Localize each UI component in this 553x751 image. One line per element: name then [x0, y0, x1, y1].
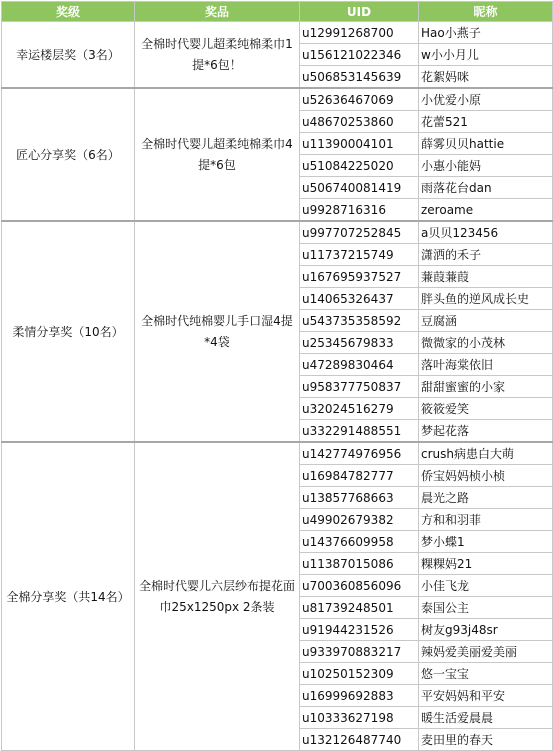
nickname-cell: 粿粿妈21	[419, 553, 553, 575]
table-row	[2, 88, 553, 111]
nickname-cell: 胖头鱼的逆风成长史	[419, 288, 553, 310]
nickname-cell: 辣妈爱美丽爱美丽	[419, 641, 553, 663]
uid-cell: u52636467069	[300, 88, 419, 111]
header-nickname: 昵称	[419, 2, 553, 22]
uid-cell: u700360856096	[300, 575, 419, 597]
header-prize: 奖品	[135, 2, 300, 22]
uid-cell: u9928716316	[300, 199, 419, 222]
nickname-cell: 暖生活爱晨晨	[419, 707, 553, 729]
uid-cell: u48670253860	[300, 111, 419, 133]
nickname-cell: 方和和羽菲	[419, 509, 553, 531]
uid-cell: u81739248501	[300, 597, 419, 619]
nickname-cell: Hao小燕子	[419, 22, 553, 44]
uid-cell: u11737215749	[300, 244, 419, 266]
uid-cell: u506853145639	[300, 66, 419, 89]
uid-cell: u32024516279	[300, 398, 419, 420]
header-level: 奖级	[2, 2, 135, 22]
uid-cell: u25345679833	[300, 332, 419, 354]
nickname-cell: 雨落花台dan	[419, 177, 553, 199]
uid-cell: u506740081419	[300, 177, 419, 199]
nickname-cell: 小佳飞龙	[419, 575, 553, 597]
prize-cell: 全棉时代纯棉婴儿手口湿4提*4袋	[135, 221, 300, 442]
uid-cell: u12991268700	[300, 22, 419, 44]
uid-cell: u997707252845	[300, 221, 419, 244]
award-table	[1, 1, 553, 751]
uid-cell: u91944231526	[300, 619, 419, 641]
header-row	[2, 2, 553, 22]
uid-cell: u156121022346	[300, 44, 419, 66]
uid-cell: u10250152309	[300, 663, 419, 685]
prize-cell: 全棉时代婴儿六层纱布提花面巾25x1250px 2条装	[135, 442, 300, 751]
nickname-cell: 麦田里的春天	[419, 729, 553, 751]
uid-cell: u132126487740	[300, 729, 419, 751]
header-uid: UID	[300, 2, 419, 22]
award-level-cell: 幸运楼层奖（3名）	[2, 22, 135, 89]
uid-cell: u16984782777	[300, 465, 419, 487]
uid-cell: u14376609958	[300, 531, 419, 553]
table-row	[2, 22, 553, 44]
nickname-cell: 平安妈妈和平安	[419, 685, 553, 707]
nickname-cell: 薛雾贝贝hattie	[419, 133, 553, 155]
nickname-cell: 泰国公主	[419, 597, 553, 619]
uid-cell: u16999692883	[300, 685, 419, 707]
uid-cell: u167695937527	[300, 266, 419, 288]
nickname-cell: 蒹葭蒹葭	[419, 266, 553, 288]
nickname-cell: 侨宝妈妈桢小桢	[419, 465, 553, 487]
uid-cell: u933970883217	[300, 641, 419, 663]
nickname-cell: 梦起花落	[419, 420, 553, 443]
uid-cell: u14065326437	[300, 288, 419, 310]
nickname-cell: 梦小蝶1	[419, 531, 553, 553]
uid-cell: u10333627198	[300, 707, 419, 729]
award-level-cell: 全棉分享奖（共14名）	[2, 442, 135, 751]
nickname-cell: 树友g93j48sr	[419, 619, 553, 641]
nickname-cell: 落叶海棠依旧	[419, 354, 553, 376]
nickname-cell: 潇洒的禾子	[419, 244, 553, 266]
nickname-cell: 晨光之路	[419, 487, 553, 509]
uid-cell: u13857768663	[300, 487, 419, 509]
nickname-cell: zeroame	[419, 199, 553, 222]
prize-cell: 全棉时代婴儿超柔纯棉柔巾1提*6包！	[135, 22, 300, 89]
nickname-cell: 筱筱爱笑	[419, 398, 553, 420]
uid-cell: u142774976956	[300, 442, 419, 465]
uid-cell: u51084225020	[300, 155, 419, 177]
nickname-cell: a贝贝123456	[419, 221, 553, 244]
uid-cell: u543735358592	[300, 310, 419, 332]
nickname-cell: 小优爱小原	[419, 88, 553, 111]
uid-cell: u958377750837	[300, 376, 419, 398]
award-level-cell: 柔情分享奖（10名）	[2, 221, 135, 442]
nickname-cell: 微微家的小茂林	[419, 332, 553, 354]
uid-cell: u332291488551	[300, 420, 419, 443]
nickname-cell: w小小月儿	[419, 44, 553, 66]
nickname-cell: 豆腐涵	[419, 310, 553, 332]
uid-cell: u11387015086	[300, 553, 419, 575]
nickname-cell: 甜甜蜜蜜的小家	[419, 376, 553, 398]
nickname-cell: crush病患白大萌	[419, 442, 553, 465]
nickname-cell: 花蕾521	[419, 111, 553, 133]
table-row	[2, 221, 553, 244]
nickname-cell: 小惠小能妈	[419, 155, 553, 177]
table-body	[2, 22, 553, 751]
uid-cell: u47289830464	[300, 354, 419, 376]
table-row	[2, 442, 553, 465]
prize-cell: 全棉时代婴儿超柔纯棉柔巾4提*6包	[135, 88, 300, 221]
award-level-cell: 匠心分享奖（6名）	[2, 88, 135, 221]
nickname-cell: 悠一宝宝	[419, 663, 553, 685]
uid-cell: u11390004101	[300, 133, 419, 155]
uid-cell: u49902679382	[300, 509, 419, 531]
nickname-cell: 花絮妈咪	[419, 66, 553, 89]
